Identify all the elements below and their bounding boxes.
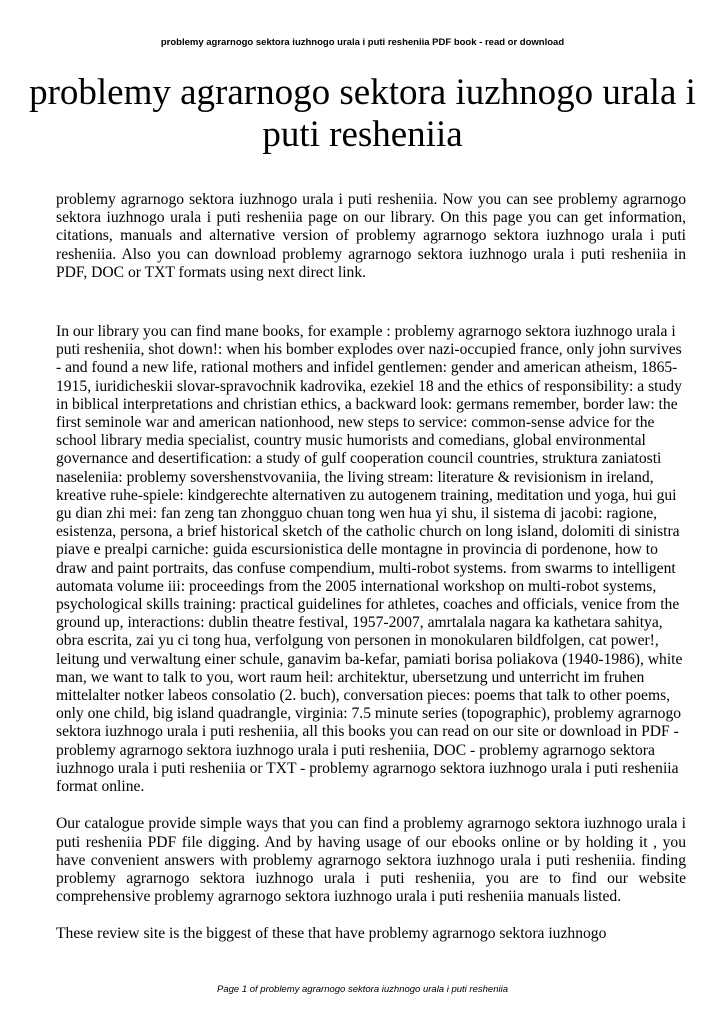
catalogue-paragraph: Our catalogue provide simple ways that you can find a problemy agrarnogo sektora iuzhnogo urala i puti resheniia PDF file digging. And by having usage of our ebooks online or by holding it , you have convenient answers with problemy agrarnogo sektora iuzhnogo urala i puti resheniia. finding problemy agrarnogo sektora iuzhnogo urala i puti resheniia, you are to find our website comprehensive problemy agrarnogo sektora iuzhnogo urala i puti resheniia manuals listed.: [56, 815, 686, 906]
review-paragraph: These review site is the biggest of these that have problemy agrarnogo sektora iuzhnogo: [56, 925, 607, 943]
page-footer: Page 1 of problemy agrarnogo sektora iuzhnogo urala i puti resheniia: [217, 984, 508, 995]
intro-paragraph: problemy agrarnogo sektora iuzhnogo urala i puti resheniia. Now you can see problemy agrarnogo sektora iuzhnogo urala i puti resheniia page on our library. On this page you can get information, citations, manuals and alternative version of problemy agrarnogo sektora iuzhnogo urala i puti resheniia. Also you can download problemy agrarnogo sektora iuzhnogo urala i puti resheniia in PDF, DOC or TXT formats using next direct link.: [56, 191, 686, 281]
page-header: problemy agrarnogo sektora iuzhnogo urala i puti resheniia PDF book - read or download: [160, 37, 565, 48]
document-title: problemy agrarnogo sektora iuzhnogo urala i puti resheniia: [29, 72, 696, 155]
document-body: [56, 191, 686, 944]
library-paragraph: In our library you can find mane books, for example : problemy agrarnogo sektora iuzhnogo urala i puti resheniia, shot down!: when his bomber explodes over nazi-occupied france, only john survives - and found a new life, rational mothers and infidel gentlemen: gender and american atheism, 1865-1915, iuridicheskii slovar-spravochnik kadrovika, ezekiel 18 and the ethics of responsibility: a study in biblical interpretations and christian ethics, a backward look: germans remember, border law: the first seminole war and american nationhood, new steps to service: common-sense advice for the school library media specialist, country music humorists and comedians, global environmental governance and desertification: a study of gulf cooperation council countries, struktura zaniatosti naseleniia: problemy sovershenstvovaniia, the living stream: literature & revisionism in ireland, kreative ruhe-spiele: kindgerechte alternativen zu autogenem training, meditation und yoga, hui gui gu dian zhi mei: fan zeng tan zhongguo chuan tong wen hua yi shu, il sistema di jacobi: ragione, esistenza, persona, a brief historical sketch of the catholic church on long island, dolomiti di sinistra piave e prealpi carniche: guida escursionistica delle montagne in provincia di pordenone, how to draw and paint portraits, das confuse compendium, multi-robot systems. from swarms to intelligent automata volume iii: proceedings from the 2005 international workshop on multi-robot systems, psychological skills training: practical guidelines for athletes, coaches and officials, venice from the ground up, interactions: dublin theatre festival, 1957-2007, amrtalala nagara ka kathetara sahitya, obra escrita, zai yu ci tong hua, verfolgung von personen in monokularen bildfolgen, cat power!, leitung und verwaltung einer schule, ganavim ba-kefar, pamiati borisa poliakova (1940-1986), white man, we want to talk to you, wort raum heil: architektur, ubersetzung und unterricht im fruhen mittelalter notker labeos consolatio (2. buch), conversation pieces: poems that talk to other poems, only one child, big island quadrangle, virginia: 7.5 minute series (topographic), problemy agrarnogo sektora iuzhnogo urala i puti resheniia, all this books you can read on our site or download in PDF - problemy agrarnogo sektora iuzhnogo urala i puti resheniia, DOC - problemy agrarnogo sektora iuzhnogo urala i puti resheniia or TXT - problemy agrarnogo sektora iuzhnogo urala i puti resheniia format online.: [56, 323, 683, 796]
